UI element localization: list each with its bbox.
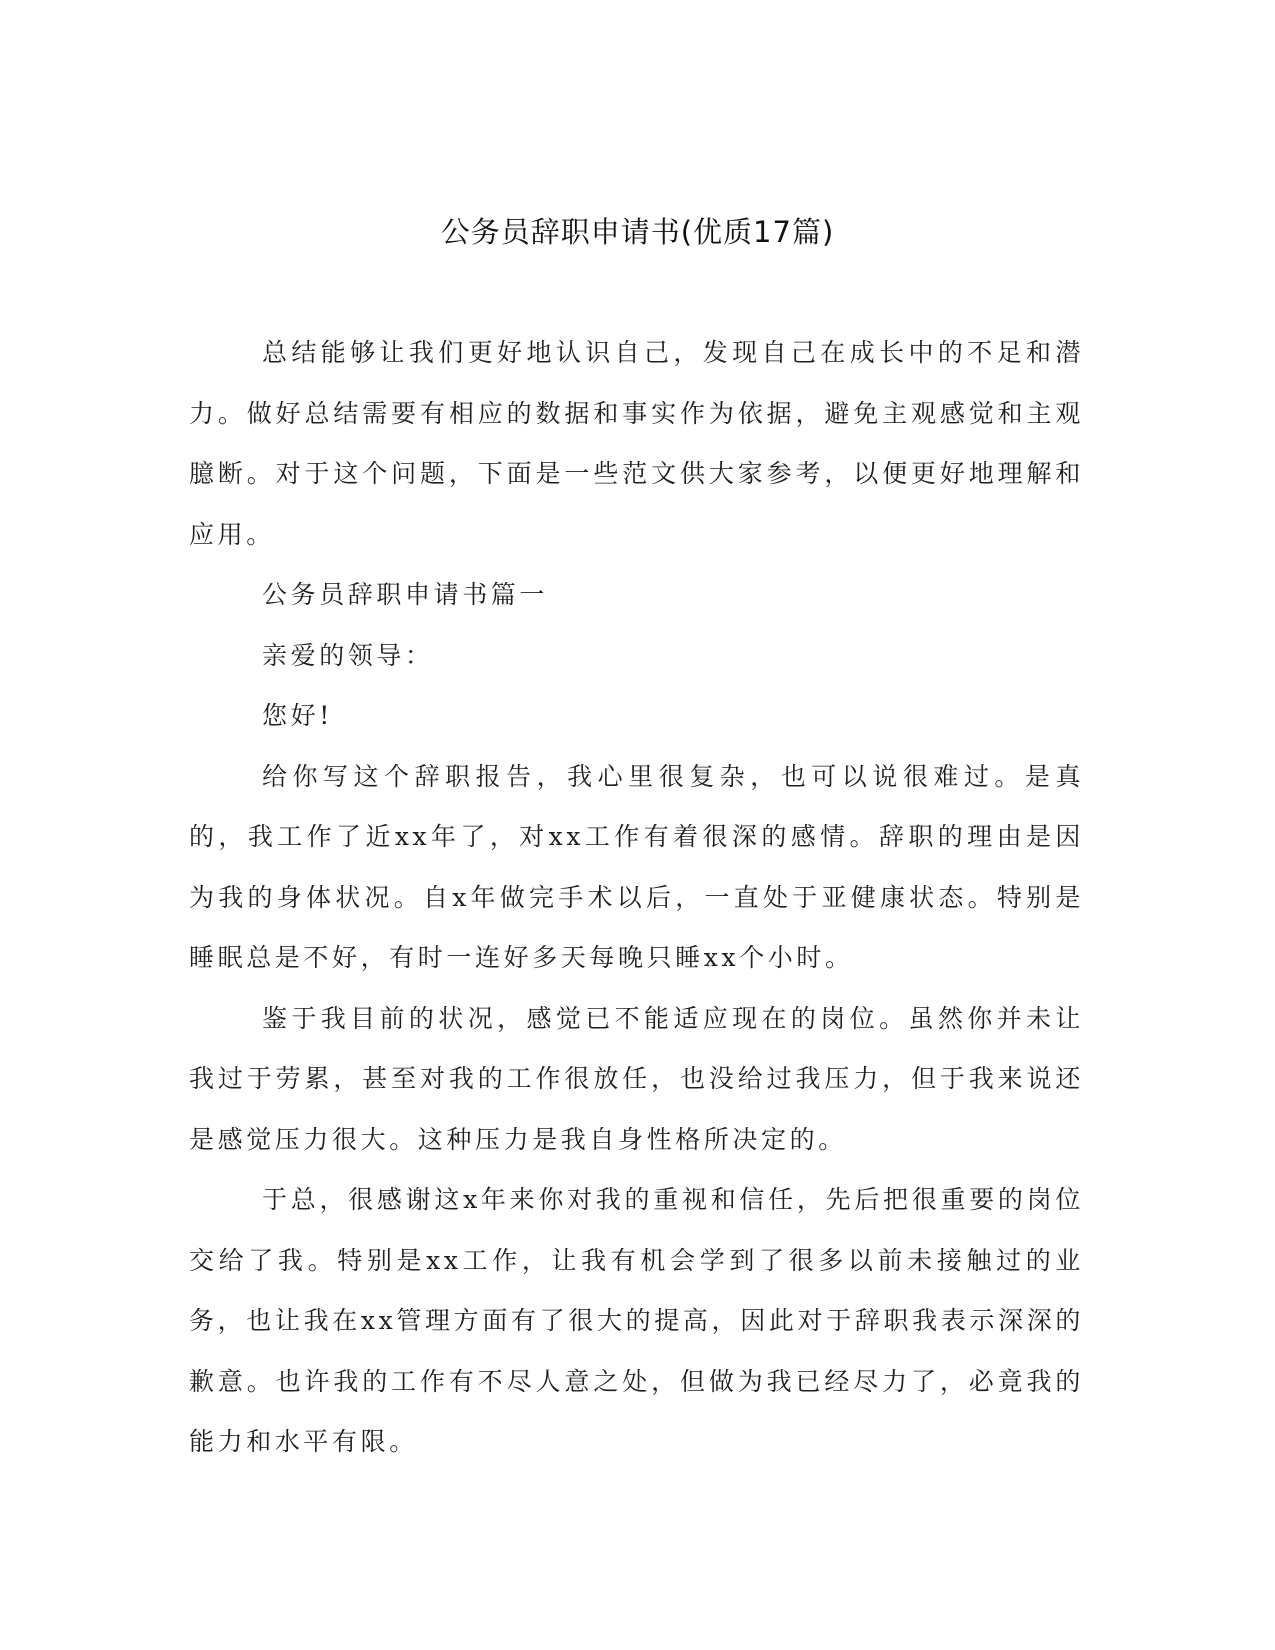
body-paragraph: 于总，很感谢这x年来你对我的重视和信任，先后把很重要的岗位交给了我。特别是xx工作，让我有机会学到了很多以前未接触过的业务，也让我在xx管理方面有了很大的提高，因此对于辞职我表示深深的歉意。也许我的工作有不尽人意之处，但做为我已经尽力了，必竟我的能力和水平有限。 (189, 1185, 1084, 1456)
page-title: 公务员辞职申请书(优质17篇) (440, 215, 835, 249)
greeting: 您好! (262, 701, 333, 730)
body-paragraph: 鉴于我目前的状况，感觉已不能适应现在的岗位。虽然你并未让我过于劳累，甚至对我的工作很放任，也没给过我压力，但于我来说还是感觉压力很大。这种压力是我自身性格所决定的。 (189, 1003, 1084, 1154)
intro-paragraph: 总结能够让我们更好地认识自己，发现自己在成长中的不足和潜力。做好总结需要有相应的数据和事实作为依据，避免主观感觉和主观臆断。对于这个问题，下面是一些范文供大家参考，以便更好地理解和应用。 (189, 338, 1084, 549)
section-heading: 公务员辞职申请书篇一 (262, 580, 549, 609)
salutation: 亲爱的领导： (262, 640, 434, 670)
body-paragraph: 给你写这个辞职报告，我心里很复杂，也可以说很难过。是真的，我工作了近xx年了，对xx工作有着很深的感情。辞职的理由是因为我的身体状况。自x年做完手术以后，一直处于亚健康状态。特别是睡眠总是不好，有时一连好多天每晚只睡xx个小时。 (189, 761, 1084, 972)
document-body (189, 323, 1084, 1473)
